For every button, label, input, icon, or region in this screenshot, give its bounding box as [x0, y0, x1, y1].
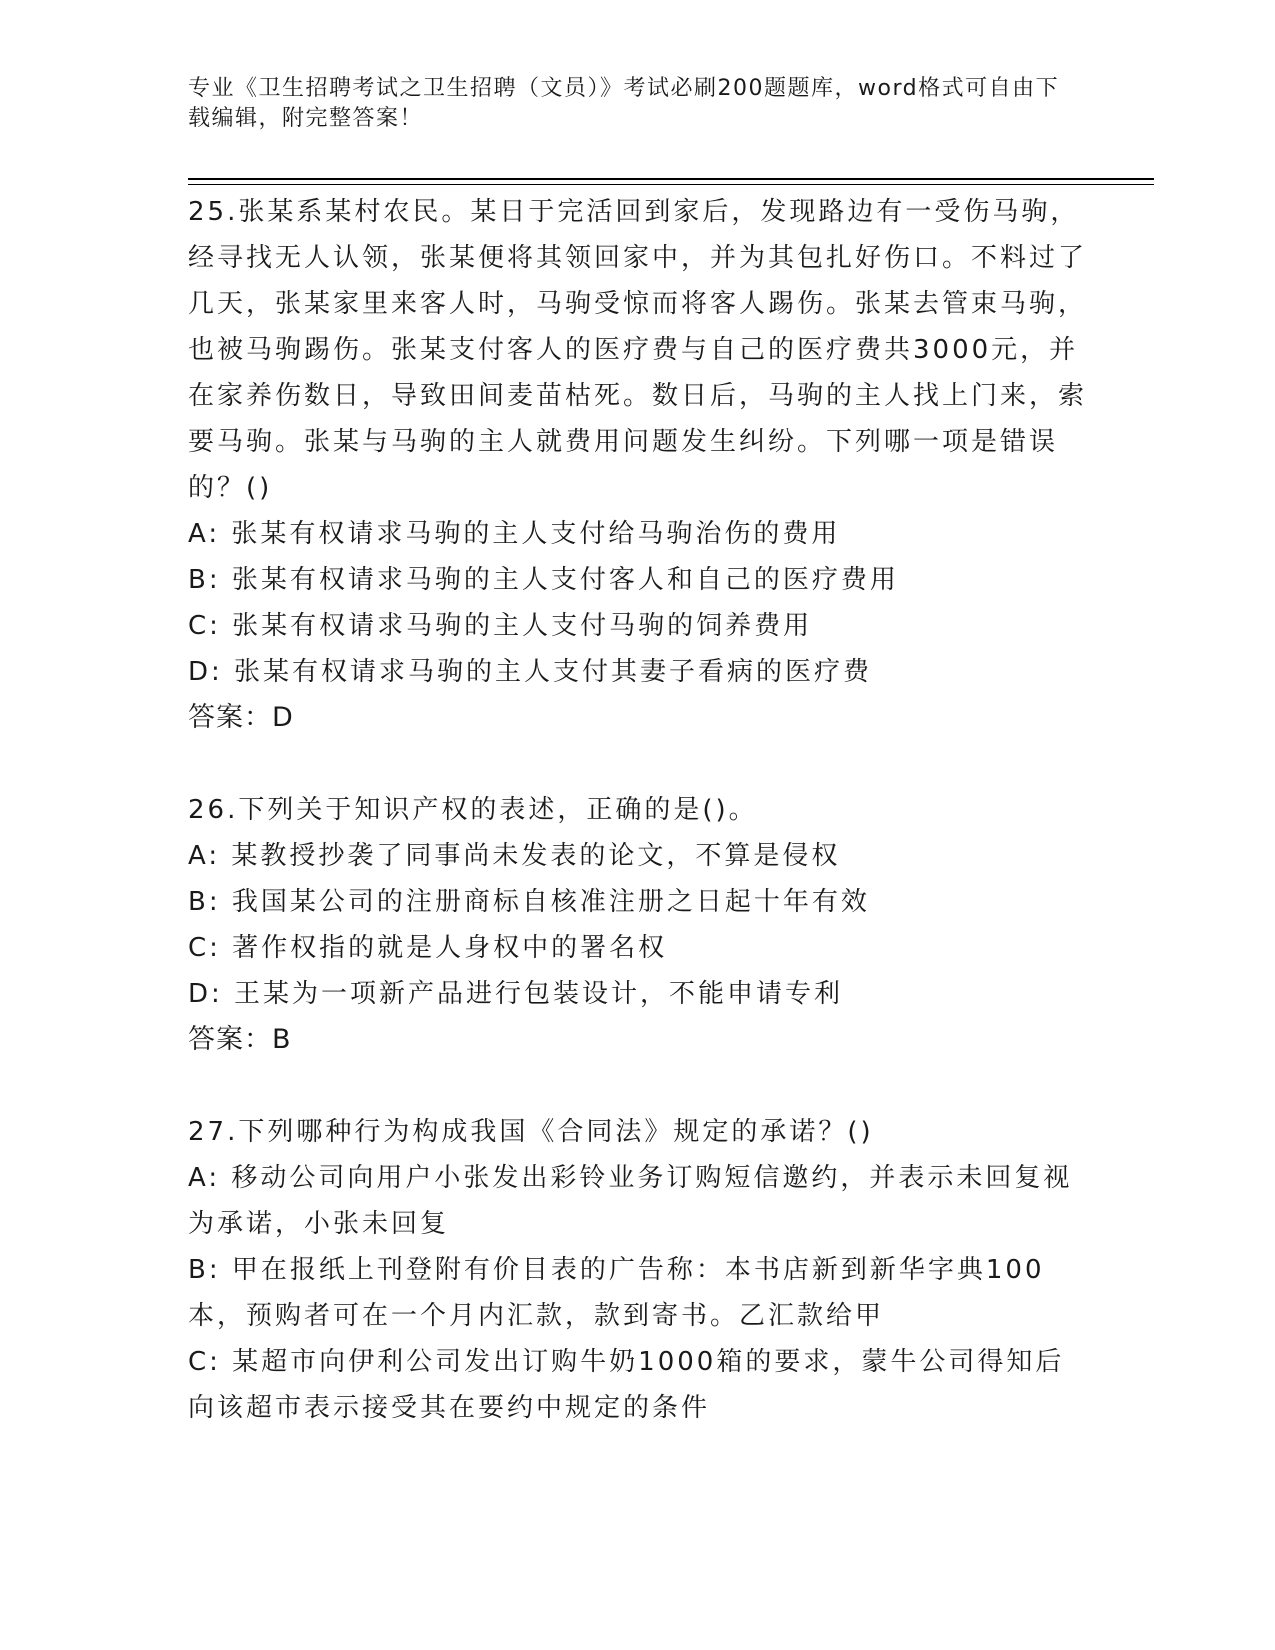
option-c: C: 著作权指的就是人身权中的署名权 — [188, 933, 668, 963]
option-c: C: 张某有权请求马驹的主人支付马驹的饲养费用 — [188, 611, 813, 641]
question-26 — [188, 787, 1088, 1063]
question-stem: 26.下列关于知识产权的表述，正确的是()。 — [188, 795, 758, 825]
option-d: D: 王某为一项新产品进行包装设计，不能申请专利 — [188, 979, 844, 1009]
answer: 答案：D — [188, 702, 294, 733]
header-divider-thick — [188, 178, 1154, 180]
question-stem: 25.张某系某村农民。某日于完活回到家后，发现路边有一受伤马驹，经寻找无人认领，张某便将其领回家中，并为其包扎好伤口。不料过了几天，张某家里来客人时，马驹受惊而将客人踢伤。张某去管束马驹，也被马驹踢伤。张某支付客人的医疗费与自己的医疗费共3000元，并在家养伤数日，导致田间麦苗枯死。数日后，马驹的主人找上门来，索要马驹。张某与马驹的主人就费用问题发生纠纷。下列哪一项是错误的？() — [188, 197, 1088, 503]
question-list — [188, 189, 1088, 1431]
option-b: B: 甲在报纸上刊登附有价目表的广告称：本书店新到新华字典100本，预购者可在一个月内汇款，款到寄书。乙汇款给甲 — [188, 1255, 1045, 1331]
question-stem: 27.下列哪种行为构成我国《合同法》规定的承诺？() — [188, 1117, 874, 1147]
question-25 — [188, 189, 1088, 741]
option-a: A: 张某有权请求马驹的主人支付给马驹治伤的费用 — [188, 519, 841, 549]
option-b: B: 我国某公司的注册商标自核准注册之日起十年有效 — [188, 887, 870, 917]
question-spacer — [188, 741, 1088, 787]
option-b: B: 张某有权请求马驹的主人支付客人和自己的医疗费用 — [188, 565, 899, 595]
answer: 答案：B — [188, 1024, 292, 1055]
option-d: D: 张某有权请求马驹的主人支付其妻子看病的医疗费 — [188, 657, 873, 687]
question-spacer — [188, 1063, 1088, 1109]
option-c: C: 某超市向伊利公司发出订购牛奶1000箱的要求，蒙牛公司得知后向该超市表示接受其在要约中规定的条件 — [188, 1347, 1065, 1423]
option-a: A: 某教授抄袭了同事尚未发表的论文，不算是侵权 — [188, 841, 841, 871]
option-a: A: 移动公司向用户小张发出彩铃业务订购短信邀约，并表示未回复视为承诺，小张未回复 — [188, 1163, 1073, 1239]
document-header: 专业《卫生招聘考试之卫生招聘（文员）》考试必刷200题题库，word格式可自由下载编辑，附完整答案！ — [188, 76, 1060, 131]
header-divider-thin — [188, 184, 1154, 185]
question-27 — [188, 1109, 1088, 1431]
